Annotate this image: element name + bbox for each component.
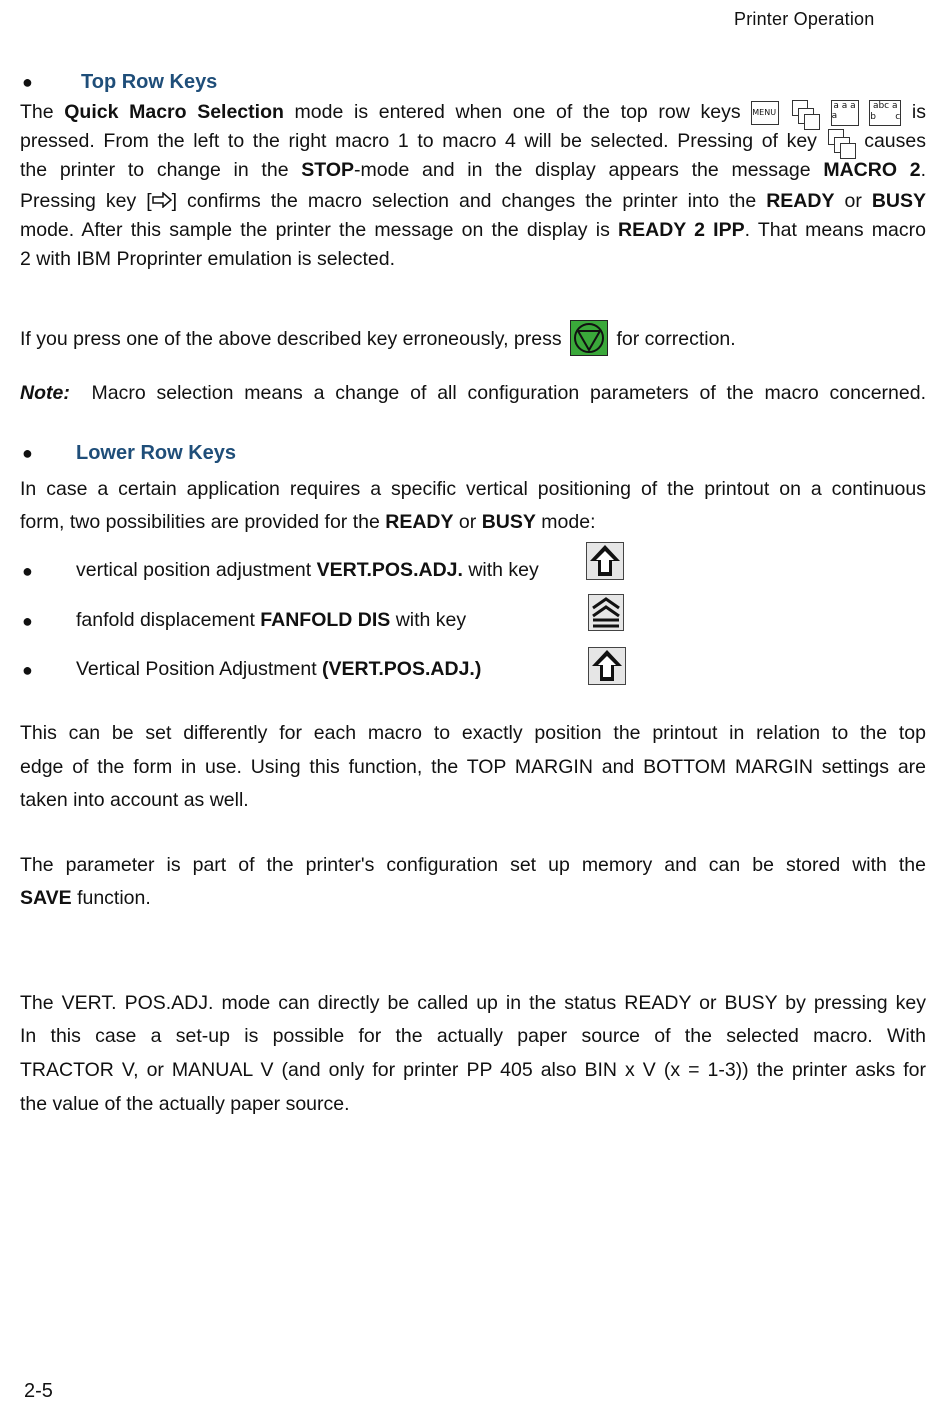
- save-paragraph-line-1: The parameter is part of the printer's configuration set up memory and can be stored with the: [20, 854, 926, 876]
- aa-key-icon: a a a a: [831, 100, 859, 126]
- arrow-right-icon: [152, 192, 172, 208]
- section-heading-top-row-keys: Top Row Keys: [81, 71, 218, 93]
- arrow-up-key-icon: [586, 542, 624, 580]
- vert-pos-paragraph-line-1: This can be set differently for each macro to exactly position the printout in relation to the top: [20, 722, 926, 744]
- top-row-line-6: 2 with IBM Proprinter emulation is selected.: [20, 248, 395, 270]
- lower-row-line-1: In case a certain application requires a specific vertical positioning of the printout on a continuous: [20, 478, 926, 500]
- top-row-line-2: pressed. From the left to the right macro 1 to macro 4 will be selected. Pressing of key causes: [20, 127, 926, 157]
- list-item-vert-pos-adj: vertical position adjustment VERT.POS.ADJ. with key: [76, 559, 539, 581]
- stop-key-icon: [570, 320, 608, 356]
- vert-pos-paragraph-line-2: edge of the form in use. Using this function, the TOP MARGIN and BOTTOM MARGIN settings are: [20, 756, 926, 778]
- list-item-fanfold-dis: fanfold displacement FANFOLD DIS with key: [76, 609, 467, 631]
- correction-paragraph: If you press one of the above described key erroneously, press for correction.: [20, 320, 926, 356]
- save-paragraph-line-2: SAVE function.: [20, 887, 151, 909]
- top-row-line-1: The Quick Macro Selection mode is entered when one of the top row keys MENU a a a a abc a b c is: [20, 98, 926, 128]
- bullet-marker: ●: [22, 443, 33, 463]
- fanfold-key-icon: [588, 594, 624, 631]
- note-label: Note:: [20, 382, 70, 404]
- lower-row-line-2: form, two possibilities are provided for the READY or BUSY mode:: [20, 511, 596, 533]
- stacked-pages-key-icon: [790, 98, 820, 128]
- top-row-line-5: mode. After this sample the printer the message on the display is READY 2 IPP. That means macro: [20, 219, 926, 241]
- top-row-line-4: Pressing key [ ] confirms the macro selection and changes the printer into the READY or BUSY: [20, 190, 926, 212]
- bullet-marker: ●: [22, 561, 33, 581]
- top-row-line-3: the printer to change in the STOP-mode and in the display appears the message MACRO 2.: [20, 159, 926, 181]
- page-number: 2-5: [24, 1380, 53, 1402]
- vert-pos-paragraph-line-3: taken into account as well.: [20, 789, 249, 811]
- running-header: Printer Operation: [734, 9, 875, 29]
- arrow-up-key-icon-2: [588, 647, 626, 685]
- mode-paragraph-line-4: the value of the actually paper source.: [20, 1093, 350, 1115]
- note-paragraph: Note: Macro selection means a change of all configuration parameters of the macro concerned.: [20, 382, 926, 404]
- bullet-marker: ●: [22, 660, 33, 680]
- section-heading-lower-row-keys: Lower Row Keys: [76, 442, 237, 464]
- abc-key-icon: abc a b c: [869, 100, 901, 126]
- mode-paragraph-line-1: The VERT. POS.ADJ. mode can directly be called up in the status READY or BUSY by pressing key: [20, 992, 926, 1014]
- mode-paragraph-line-3: TRACTOR V, or MANUAL V (and only for printer PP 405 also BIN x V (x = 1-3)) the printer asks for: [20, 1059, 926, 1081]
- menu-key-icon: MENU: [751, 101, 779, 125]
- list-item-vertical-position-adjustment: Vertical Position Adjustment (VERT.POS.ADJ.): [76, 658, 482, 680]
- mode-paragraph-line-2: In this case a set-up is possible for the actually paper source of the selected macro. With: [20, 1025, 926, 1047]
- stacked-pages-key-icon-2: [826, 127, 856, 157]
- bullet-marker: ●: [22, 611, 33, 631]
- bullet-marker: ●: [22, 72, 33, 92]
